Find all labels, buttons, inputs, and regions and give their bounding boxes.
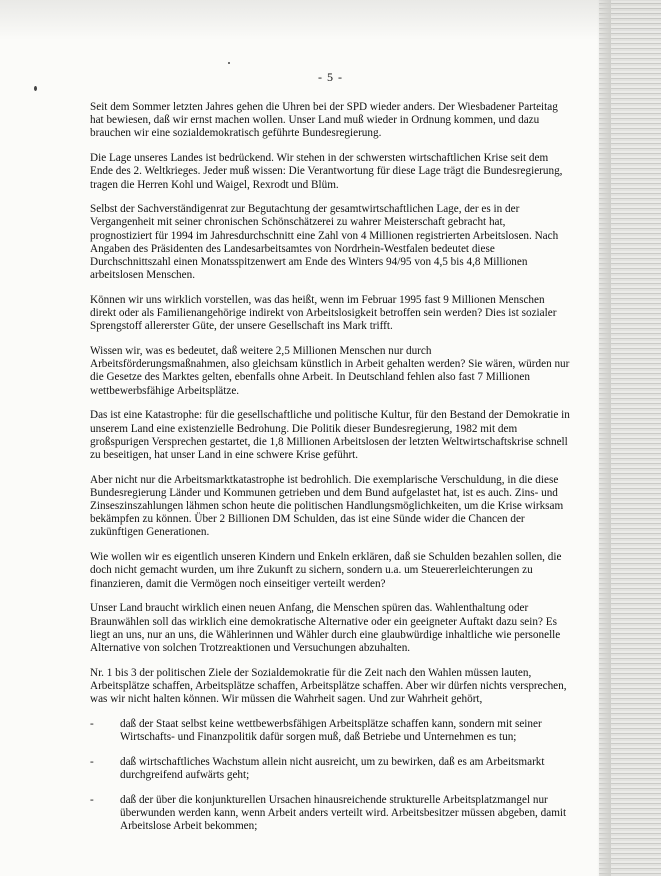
paragraph: Unser Land braucht wirklich einen neuen Anfang, die Menschen spüren das. Wahlenthaltung oder Braunwählen soll das wirklich eine demokratische Alternative oder ein geeigneter Auftakt dazu sein? Es liegt an uns, nur an uns, die Wählerinnen und Wähler durch eine glaubwürdige inhaltliche wie personelle Alternative von solchen Trotzreaktionen und Versuchungen abzuhalten. bbox=[90, 602, 561, 654]
list-item-text: daß der über die konjunkturellen Ursachen hinausreichende strukturelle Arbeitsplatzmangel nur überwunden werden kann, wenn Arbeit anders verteilt wird. Arbeitsbesitzer müssen abgeben, damit Arbeitslose Arbeit bekommen; bbox=[120, 793, 567, 832]
scan-edge-shadow bbox=[597, 0, 611, 876]
list-item-text: daß der Staat selbst keine wettbewerbsfähigen Arbeitsplätze schaffen kann, sondern mit seiner Wirtschafts- und Finanzpolitik dafür sorgen muß, daß Betriebe und Unternehmen es tun; bbox=[120, 717, 542, 743]
paragraph: Wissen wir, was es bedeutet, daß weitere 2,5 Millionen Menschen nur durch Arbeitsförderungsmaßnahmen, also gleichsam künstlich in Arbeit gehalten werden? Sie wären, würden nur die Gesetze des Marktes gelten, ebenfalls ohne Arbeit. In Deutschland fehlen also fast 7 Millionen wettbewerbsfähige Arbeitsplätze. bbox=[90, 345, 570, 397]
bullet-dash: - bbox=[90, 793, 94, 806]
paragraph: Können wir uns wirklich vorstellen, was das heißt, wenn im Februar 1995 fast 9 Millionen Menschen direkt oder als Familienangehörige indirekt von Arbeitslosigkeit betroffen sein werden? Dies ist sozialer Sprengstoff allererster Güte, der unsere Gesellschaft ins Mark trifft. bbox=[90, 293, 557, 333]
paragraph: Selbst der Sachverständigenrat zur Begutachtung der gesamtwirtschaftlichen Lage, der es in der Vergangenheit mit seiner chronischen Schönschätzerei zu wahrer Meisterschaft gebracht hat, prognostiziert für 1994 im Jahresdurchschnitt eine Zahl von 4 Millionen registrierten Arbeitslosen. Nach Angaben des Präsidenten des Landesarbeitsamtes von Nordrhein-Westfalen bedeutet diese Durchschnittszahl einen Monatsspitzenwert am Ende des Winters 94/95 von 4,5 bis 4,8 Millionen arbeitslosen Menschen. bbox=[90, 203, 559, 282]
list-item-text: daß wirtschaftliches Wachstum allein nicht ausreicht, um zu bewirken, daß es am Arbeitsmarkt durchgreifend aufwärts geht; bbox=[120, 755, 545, 781]
list-item bbox=[90, 756, 570, 782]
paragraph: Seit dem Sommer letzten Jahres gehen die Uhren bei der SPD wieder anders. Der Wiesbadener Parteitag hat bewiesen, daß wir ernst machen wollen. Unser Land muß wieder in Ordnung kommen, und dazu brauchen wir eine sozialdemokratisch geführte Bundesregierung. bbox=[90, 101, 558, 140]
scan-shadow-top bbox=[0, 0, 661, 40]
paragraph: Wie wollen wir es eigentlich unseren Kindern und Enkeln erklären, daß sie Schulden bezahlen sollen, die doch nicht gemacht wurden, um ihre Zukunft zu sichern, sondern u.a. um Steuererleichterungen zu finanzieren, damit die Vermögen noch einseitiger verteilt werden? bbox=[90, 551, 562, 590]
paragraph: Das ist eine Katastrophe: für die gesellschaftliche und politische Kultur, für den Bestand der Demokratie in unserem Land eine existenzielle Bedrohung. Die Politik dieser Bundesregierung, 1982 mit dem großspurigen Versprechen gestartet, die 1,8 Millionen Arbeitslosen der letzten Weltwirtschaftskrise schnell zu beseitigen, hat unser Land in eine schwere Krise geführt. bbox=[90, 409, 570, 461]
scan-speck bbox=[34, 86, 37, 91]
list-item bbox=[90, 718, 570, 744]
bullet-dash: - bbox=[90, 717, 94, 730]
bullet-dash: - bbox=[90, 755, 94, 768]
paragraph: Nr. 1 bis 3 der politischen Ziele der Sozialdemokratie für die Zeit nach den Wahlen müssen lauten, Arbeitsplätze schaffen, Arbeitsplätze schaffen, Arbeitsplätze schaffen. Aber wir dürfen nichts versprechen, was wir nicht halten können. Wir müssen die Wahrheit sagen. Und zur Wahrheit gehört, bbox=[90, 666, 567, 706]
scan-speck bbox=[228, 62, 230, 64]
document-body bbox=[90, 101, 570, 845]
list-item bbox=[90, 794, 570, 834]
paragraph: Aber nicht nur die Arbeitsmarktkatastrophe ist bedrohlich. Die exemplarische Verschuldung, in die diese Bundesregierung Länder und Kommunen getrieben und dem Bund aufgelastet hat, ist es auch. Zins- und Zinseszinszahlungen lähmen schon heute die politischen Handlungsmöglichkeiten, um die Krise wirksam bekämpfen zu können. Über 2 Billionen DM Schulden, das ist eine Sünde wider die Chancen der zukünftigen Generationen. bbox=[90, 473, 564, 539]
paragraph: Die Lage unseres Landes ist bedrückend. Wir stehen in der schwersten wirtschaftlichen Krise seit dem Ende des 2. Weltkrieges. Jeder muß wissen: Die Verantwortung für diese Lage trägt die Bundesregierung, tragen die Herren Kohl und Waigel, Rexrodt und Blüm. bbox=[90, 152, 563, 191]
page-number: - 5 - bbox=[318, 70, 343, 84]
